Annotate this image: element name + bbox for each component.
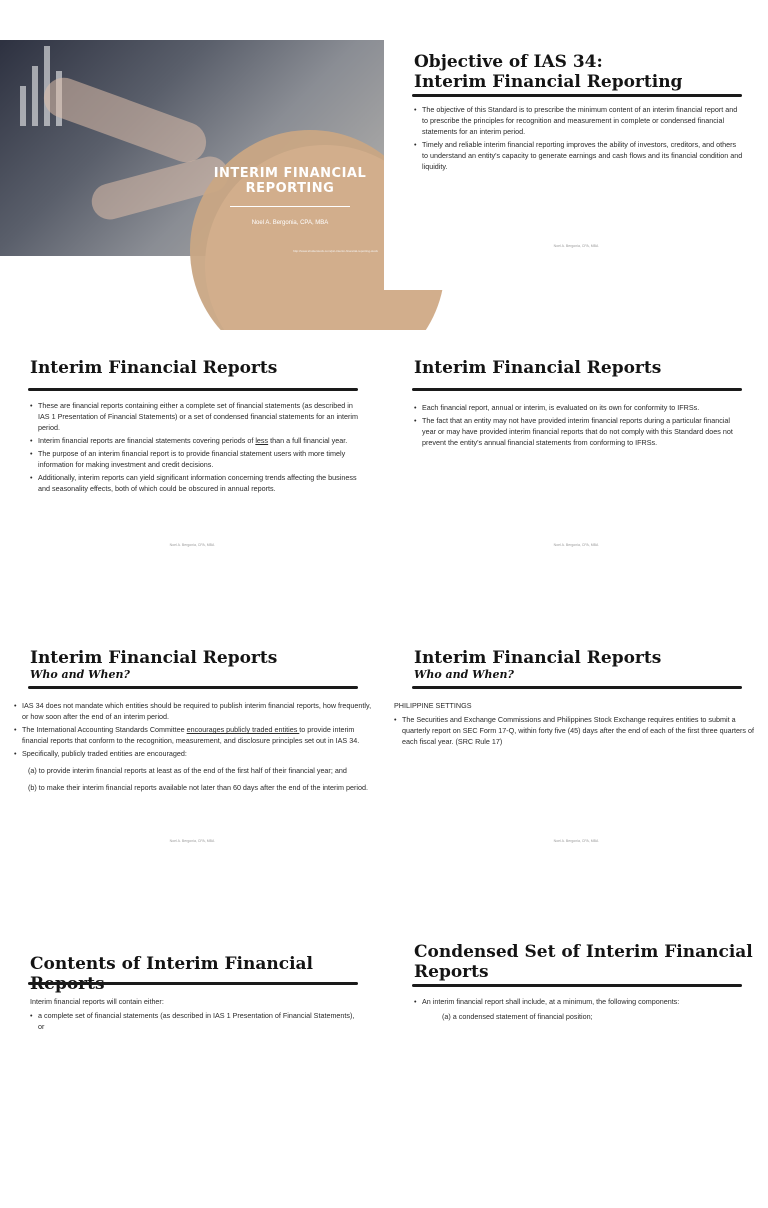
slide-body — [414, 402, 744, 450]
bullet-text: to provide interim financial reports that conform to the recognition, measurement, and disclosure principles set out in IAS 34. — [22, 725, 360, 745]
slide-title: Contents of Interim Financial — [30, 954, 314, 974]
title-divider — [412, 686, 742, 689]
slide-title: Interim Financial Reports — [414, 648, 662, 668]
slide-footer: Noel A. Bergonia, CPA, MBA — [553, 543, 599, 547]
slide-body — [30, 400, 360, 496]
title-line: Interim Financial Reporting — [414, 72, 683, 92]
bullet-text: Interim financial reports are financial statements covering periods of — [38, 436, 256, 445]
bullet-text: than a full financial year. — [268, 436, 348, 445]
slide-footer: Noel A. Bergonia, CPA, MBA — [169, 839, 215, 843]
bullet-item: • An interim financial report shall include, at a minimum, the following components: — [414, 996, 744, 1007]
title-line: Reports — [414, 962, 489, 982]
bullet-emphasis: encourages publicly traded entities — [186, 725, 300, 734]
bullet-item: • Each financial report, annual or interim, is evaluated on its own for conformity to IFRSs. — [414, 402, 744, 413]
bullet-item: • These are financial reports containing either a complete set of financial statements (as described in IAS 1 Presentation of Financial Statements) or a set of condensed financial statements for an interim period. — [30, 400, 360, 433]
slide-title — [414, 942, 753, 982]
slide-body — [414, 104, 744, 174]
title-line: Objective of IAS 34: — [414, 52, 603, 72]
slide-body — [14, 700, 374, 799]
cover-author: Noel A. Bergonia, CPA, MBA — [251, 220, 329, 226]
bullet-item: • The objective of this Standard is to prescribe the minimum content of an interim financial report and to prescribe the principles for recognition and measurement in complete or condensed financial statements for an interim period. — [414, 104, 744, 137]
slide-subtitle: Who and When? — [30, 668, 130, 681]
slide-condensed-set — [384, 918, 768, 1208]
bullet-item: • IAS 34 does not mandate which entities should be required to publish interim financial reports, how frequently, or how soon after the end of an interim period. — [14, 700, 374, 722]
sub-item: (a) to provide interim financial reports at least as of the end of the first half of their financial year; and — [28, 766, 347, 775]
bullet-item: • The Securities and Exchange Commissions and Philippines Stock Exchange requires entities to submit a quarterly report on SEC Form 17-Q, within forty five (45) days after the end of each of the first three quarters of each fiscal year. (SRC Rule 17) — [394, 714, 760, 747]
bullet-text: The International Accounting Standards Committee — [22, 725, 187, 734]
slide-objective — [384, 0, 768, 290]
bullet-item: • Specifically, publicly traded entities are encouraged: — [14, 748, 374, 759]
slide-who-when-2 — [384, 620, 768, 910]
bullet-item: • Additionally, interim reports can yield significant information concerning trends affecting the business and seasonality effects, both of which could be obscured in annual reports. — [30, 472, 360, 494]
bullet-emphasis: less — [255, 436, 269, 445]
slide-body — [414, 996, 744, 1028]
slide-footer: Noel A. Bergonia, CPA, MBA — [553, 839, 599, 843]
slide-footer: Noel A. Bergonia, CPA, MBA — [553, 244, 599, 248]
cover-divider — [230, 206, 350, 207]
section-heading: PHILIPPINE SETTINGS — [394, 701, 472, 710]
slide-title: Interim Financial Reports — [414, 358, 662, 378]
bullet-item: • The fact that an entity may not have provided interim financial reports during a particular financial year or may have provided interim financial reports that do not comply with this Standard does not prevent the entity's annual financial statements from conforming to IFRSs. — [414, 415, 744, 448]
slide-contents — [0, 918, 384, 1208]
slide-title: Interim Financial Reports — [30, 358, 278, 378]
cover-url: http://www.shutterstock.com/pic-interim-financial-reporting-stock — [293, 249, 378, 253]
cover-image — [0, 40, 384, 256]
cover-title — [210, 166, 370, 196]
slide-interim-reports-1 — [0, 330, 384, 620]
title-divider — [412, 94, 742, 97]
sub-item: (a) a condensed statement of financial position; — [442, 1012, 593, 1021]
title-divider — [28, 686, 358, 689]
title-divider — [28, 388, 358, 391]
hand-graphic — [38, 72, 211, 168]
intro-text: Interim financial reports will contain either: — [30, 997, 164, 1006]
title-divider — [28, 982, 358, 985]
bullet-item: • Timely and reliable interim financial reporting improves the ability of investors, creditors, and others to understand an entity's capacity to generate earnings and cash flows and its financial condition and liquidity. — [414, 139, 744, 172]
slide-cover — [0, 0, 384, 290]
sub-item: (b) to make their interim financial reports available not later than 60 days after the end of the interim period. — [28, 783, 368, 792]
slide-interim-reports-2 — [384, 330, 768, 620]
slide-footer: Noel A. Bergonia, CPA, MBA — [169, 543, 215, 547]
slide-body — [394, 700, 760, 749]
cover-title-line: INTERIM FINANCIAL — [213, 166, 367, 181]
slide-body — [30, 996, 360, 1034]
bullet-item — [14, 724, 374, 746]
slide-title — [414, 52, 682, 92]
cover-title-line: REPORTING — [245, 181, 335, 196]
title-line: Condensed Set of Interim Financial — [414, 942, 753, 962]
title-divider — [412, 984, 742, 987]
bullet-item — [30, 435, 360, 446]
bullet-item: • a complete set of financial statements (as described in IAS 1 Presentation of Financial Statements), or — [30, 1010, 360, 1032]
bullet-item: • The purpose of an interim financial report is to provide financial statement users with more timely information for making investment and credit decisions. — [30, 448, 360, 470]
slide-who-when-1 — [0, 620, 384, 910]
title-divider — [412, 388, 742, 391]
slide-title: Interim Financial Reports — [30, 648, 278, 668]
slide-subtitle: Who and When? — [414, 668, 514, 681]
